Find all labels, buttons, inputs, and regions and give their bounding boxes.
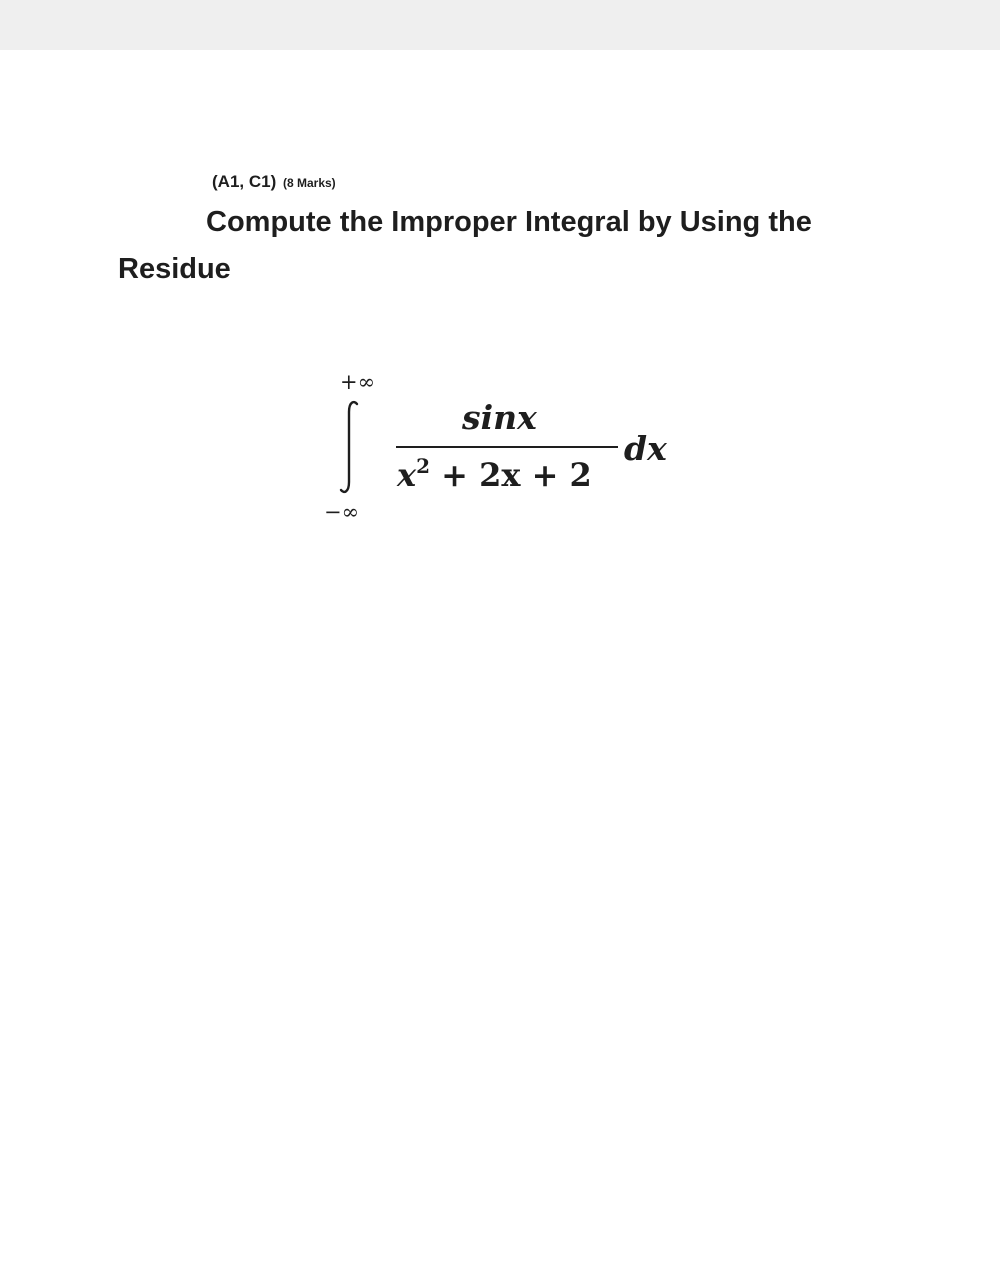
top-bar xyxy=(0,0,1000,50)
integral-lower-limit: −∞ xyxy=(324,500,360,524)
question-header xyxy=(212,170,336,195)
question-prompt-line2: Residue xyxy=(118,253,231,285)
question-marks: (8 Marks) xyxy=(282,176,336,190)
denominator-base: x xyxy=(397,456,417,494)
fraction-numerator: sinx xyxy=(462,398,537,437)
question-prompt-line1: Compute the Improper Integral by Using the xyxy=(206,206,812,238)
fraction-denominator xyxy=(397,455,592,495)
question-tag: (A1, C1) xyxy=(212,172,277,191)
denominator-rest: + 2x + 2 xyxy=(430,456,592,494)
integral-upper-limit: +∞ xyxy=(340,370,376,394)
denominator-exponent: 2 xyxy=(416,454,430,478)
differential: dx xyxy=(624,429,667,468)
integral-sign-icon xyxy=(335,398,365,496)
fraction-bar xyxy=(396,446,618,448)
